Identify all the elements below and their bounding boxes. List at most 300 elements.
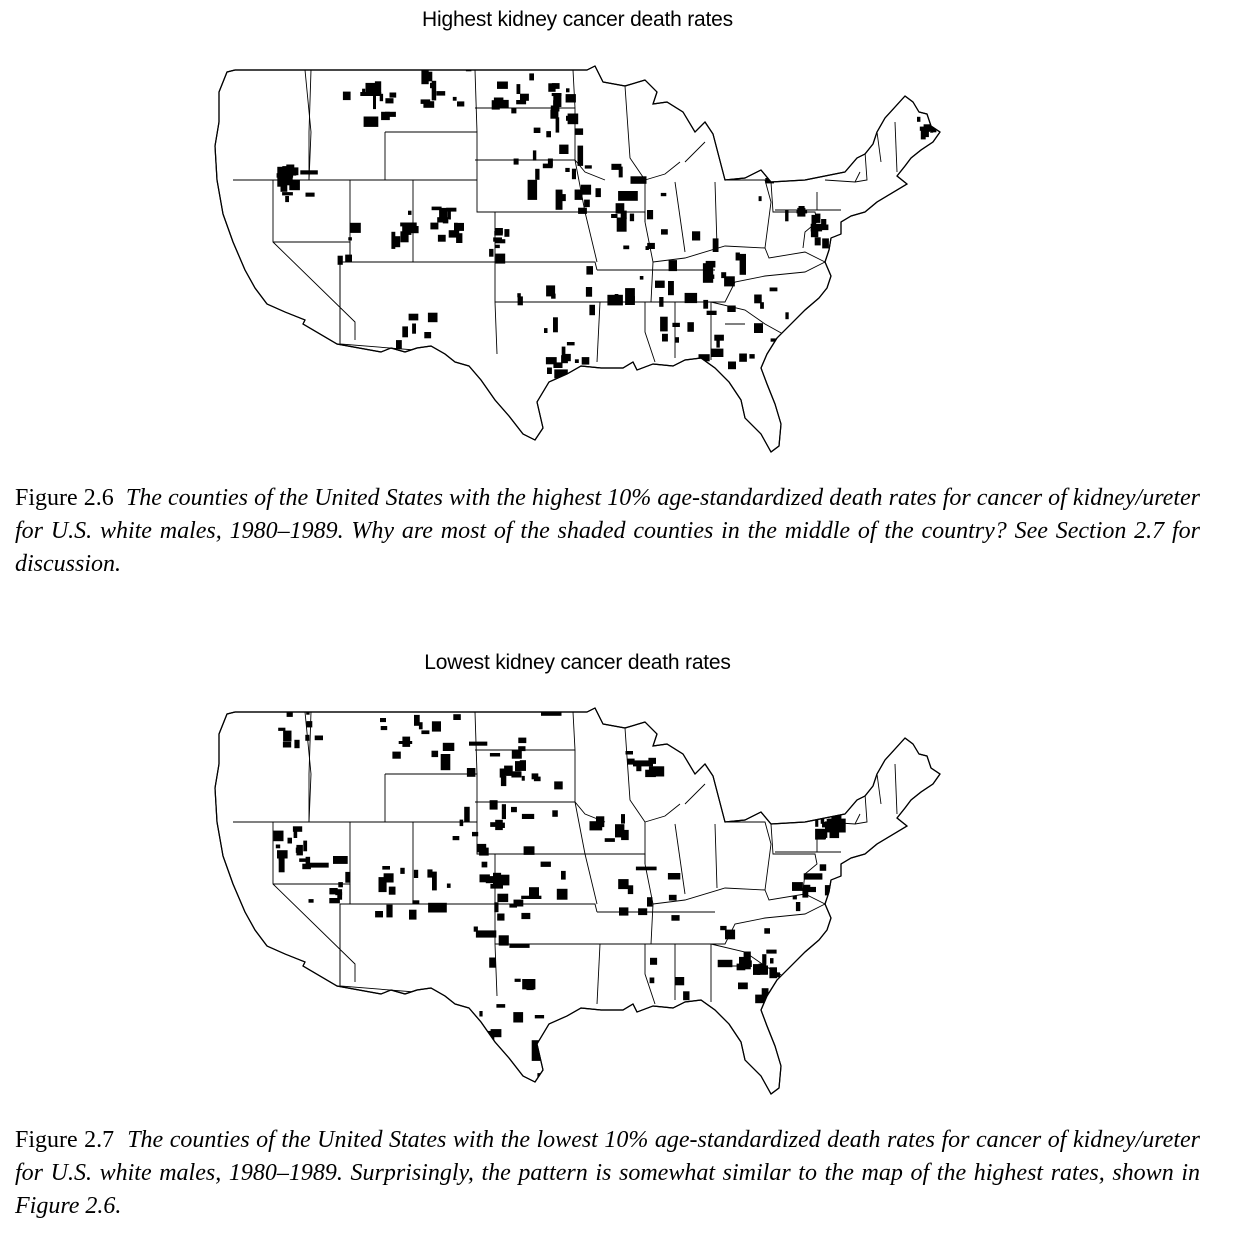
figure-2-7-shaded-county bbox=[455, 1027, 463, 1037]
figure-2-7-shaded-county bbox=[479, 1011, 482, 1017]
figure-2-7-shaded-county bbox=[605, 838, 615, 842]
figure-2-6-shaded-county bbox=[547, 368, 552, 375]
figure-2-6-shaded-county bbox=[854, 134, 862, 143]
figure-2-6-shaded-county bbox=[687, 322, 694, 332]
figure-2-7-shaded-county bbox=[541, 862, 551, 867]
figure-2-7-shaded-county bbox=[303, 841, 307, 852]
figure-2-6-shaded-county bbox=[662, 334, 668, 342]
figure-2-6-shaded-county bbox=[556, 117, 560, 132]
figure-2-7-shaded-county bbox=[362, 704, 368, 711]
figure-2-7-shaded-county bbox=[294, 740, 299, 748]
figure-2-6-shaded-county bbox=[447, 209, 451, 220]
figure-2-6-shaded-county bbox=[343, 92, 351, 101]
figure-2-7-shaded-county bbox=[552, 1051, 559, 1057]
figure-2-7-shaded-county bbox=[757, 793, 768, 797]
figure-2-7-shaded-county bbox=[432, 721, 441, 731]
figure-2-6-shaded-county bbox=[739, 354, 747, 362]
figure-2-7-shaded-county bbox=[529, 887, 539, 897]
figure-2-6-shaded-county bbox=[368, 62, 387, 70]
figure-2-7-shaded-county bbox=[309, 899, 314, 903]
figure-2-7-shaded-county bbox=[500, 769, 505, 778]
figure-2-7-shaded-county bbox=[429, 1026, 440, 1037]
figure-2-6-shaded-county bbox=[566, 116, 573, 121]
figure-2-7-shaded-county bbox=[380, 718, 386, 722]
figure-2-6-shaded-county bbox=[618, 220, 624, 225]
figure-2-6-shaded-county bbox=[566, 88, 570, 92]
figure-2-6-shaded-county bbox=[489, 249, 493, 257]
figure-2-7-shaded-county bbox=[668, 873, 680, 880]
figure-2-6-shaded-county bbox=[661, 193, 667, 196]
figure-2-6-shaded-county bbox=[619, 167, 623, 178]
figure-2-6-shaded-county bbox=[391, 232, 395, 249]
figure-2-6-shaded-county bbox=[457, 101, 464, 106]
figure-2-6-shaded-county bbox=[713, 238, 719, 252]
figure-2-6-shaded-county bbox=[852, 133, 857, 138]
figure-2-7-shaded-county bbox=[634, 762, 645, 766]
figure-2-6-caption-text: The counties of the United States with the highest 10% age-standardized death rates for cancer of kidney/ureter for U.S. white males, 1980–1989. Why are most of the shaded counties in the middle of the country? See Section 2.7 for discussion. bbox=[15, 485, 1200, 577]
figure-2-6-shaded-county bbox=[721, 272, 726, 278]
figure-2-6-map-title: Highest kidney cancer death rates bbox=[422, 8, 733, 31]
figure-2-7-shaded-county bbox=[636, 766, 641, 771]
figure-2-7-shaded-county bbox=[755, 776, 758, 784]
figure-2-6-shaded-county bbox=[553, 317, 558, 332]
figure-2-7-shaded-county bbox=[645, 770, 656, 777]
figure-2-7-shaded-county bbox=[753, 964, 760, 975]
figure-2-6-shaded-county bbox=[561, 355, 568, 363]
figure-2-7-shaded-county bbox=[510, 704, 514, 710]
figure-2-6-shaded-county bbox=[306, 193, 315, 197]
figure-2-7-shaded-county bbox=[753, 785, 761, 792]
figure-2-7-shaded-county bbox=[497, 894, 508, 902]
figure-2-6-shaded-county bbox=[625, 288, 635, 305]
figure-2-7-shaded-county bbox=[752, 797, 756, 801]
figure-2-6-shaded-county bbox=[582, 357, 590, 365]
figure-2-7-shaded-county bbox=[563, 1063, 570, 1070]
figure-2-7-shaded-county bbox=[770, 958, 774, 963]
figure-2-6-shaded-county bbox=[385, 112, 396, 117]
figure-2-7-shaded-county bbox=[650, 978, 655, 984]
figure-2-7-shaded-county bbox=[522, 776, 525, 781]
figure-2-7-shaded-county bbox=[671, 915, 679, 921]
figure-2-6-shaded-county bbox=[759, 196, 762, 201]
figure-2-7-shaded-county bbox=[414, 870, 418, 878]
figure-2-7-shaded-county bbox=[762, 954, 766, 964]
figure-2-6-shaded-county bbox=[289, 180, 300, 190]
figure-2-7-shaded-county bbox=[427, 869, 432, 877]
figure-2-7-shaded-county bbox=[464, 807, 470, 822]
figure-2-6-shaded-county bbox=[818, 225, 829, 231]
figure-2-6-shaded-county bbox=[409, 314, 419, 321]
figure-2-7-shaded-county bbox=[627, 759, 635, 765]
figure-2-7-shaded-county bbox=[288, 838, 293, 844]
figure-2-7-shaded-county bbox=[720, 926, 726, 930]
figure-2-6-shaded-county bbox=[672, 323, 680, 327]
figure-2-6-shaded-county bbox=[711, 349, 723, 357]
figure-2-6-shaded-county bbox=[528, 180, 538, 200]
figure-2-7-shaded-county bbox=[669, 895, 677, 901]
figure-2-7-shaded-county bbox=[443, 743, 455, 751]
figure-2-7-shaded-county bbox=[552, 810, 558, 817]
figure-2-6-shaded-county bbox=[552, 83, 560, 89]
figure-2-6-shaded-county bbox=[575, 359, 579, 363]
figure-2-6-shaded-county bbox=[560, 194, 566, 201]
figure-2-7-shaded-county bbox=[419, 722, 423, 729]
figure-2-7-shaded-county bbox=[535, 1015, 544, 1018]
figure-2-6-shaded-county bbox=[575, 369, 580, 377]
figure-2-6-shaded-county bbox=[668, 281, 674, 295]
figure-2-6-shaded-county bbox=[647, 210, 653, 219]
figure-2-7-shaded-county bbox=[509, 904, 517, 907]
figure-2-7-shaded-county bbox=[502, 804, 506, 819]
figure-2-6-shaded-county bbox=[424, 332, 431, 338]
figure-2-6-shaded-county bbox=[350, 223, 361, 233]
figure-2-6-shaded-county bbox=[754, 323, 763, 333]
figure-2-6-shaded-county bbox=[421, 99, 431, 104]
figure-2-7-shaded-county bbox=[543, 1050, 550, 1058]
figure-2-6-shaded-county bbox=[517, 84, 521, 94]
figure-2-6-shaded-county bbox=[550, 110, 558, 119]
figure-2-7-shaded-county bbox=[486, 876, 495, 883]
figure-2-6-shaded-county bbox=[516, 100, 526, 104]
figure-2-7-shaded-county bbox=[512, 750, 522, 759]
figure-2-6-shaded-county bbox=[660, 317, 668, 332]
figure-2-7-shaded-county bbox=[522, 979, 535, 989]
figure-2-7-shaded-county bbox=[511, 771, 521, 777]
figure-2-6-shaded-county bbox=[351, 62, 359, 64]
figure-2-6-shaded-county bbox=[740, 254, 746, 275]
figure-2-6-shaded-county bbox=[543, 164, 553, 169]
figure-2-7-shaded-county bbox=[441, 754, 451, 770]
figure-2-7-shaded-county bbox=[549, 1034, 554, 1040]
figure-2-6-shaded-county bbox=[770, 288, 778, 292]
figure-2-7-shaded-county bbox=[337, 892, 342, 900]
figure-2-7-shaded-county bbox=[553, 1067, 562, 1072]
figure-2-7-shaded-county bbox=[766, 783, 773, 794]
figure-2-7-shaded-county bbox=[467, 768, 476, 777]
figure-2-7-shaded-county bbox=[278, 728, 285, 731]
figure-2-6-shaded-county bbox=[430, 223, 438, 230]
figure-2-6-shaded-county bbox=[428, 313, 438, 323]
figure-2-6-shaded-county bbox=[441, 62, 445, 64]
figure-2-7-shaded-county bbox=[787, 986, 792, 994]
figure-2-6-shaded-county bbox=[495, 245, 500, 248]
figure-2-6-shaded-county bbox=[785, 312, 788, 319]
figure-2-7-shaded-county bbox=[675, 977, 684, 985]
figure-2-7-shaded-county bbox=[315, 736, 323, 741]
figure-2-7-country-outline bbox=[215, 708, 940, 1094]
figure-2-7-shaded-county bbox=[386, 905, 392, 918]
figure-2-6-shaded-county bbox=[430, 83, 434, 88]
figure-2-7-shaded-county bbox=[788, 982, 804, 990]
figure-2-6-shaded-county bbox=[443, 220, 449, 223]
figure-2-6-shaded-county bbox=[584, 200, 590, 208]
figure-2-6-shaded-county bbox=[553, 95, 561, 107]
figure-2-6-shaded-county bbox=[706, 261, 716, 268]
figure-2-6-shaded-county bbox=[546, 131, 551, 137]
figure-2-7-shaded-county bbox=[414, 715, 420, 726]
figure-2-7-shaded-county bbox=[439, 1016, 446, 1022]
figure-2-6-shaded-county bbox=[412, 324, 416, 334]
figure-2-6-shaded-county bbox=[432, 207, 442, 211]
figure-2-6-shaded-county bbox=[511, 108, 516, 114]
figure-2-6-shaded-county bbox=[423, 62, 427, 67]
figure-2-7-shaded-county bbox=[520, 760, 526, 771]
figure-2-7-shaded-county bbox=[522, 814, 534, 819]
figure-2-7-shaded-county bbox=[621, 814, 625, 824]
figure-2-7-shaded-county bbox=[296, 848, 299, 853]
figure-2-7-shaded-county bbox=[418, 704, 428, 710]
figure-2-6-shaded-county bbox=[346, 62, 357, 65]
figure-2-7-shaded-county bbox=[307, 721, 313, 727]
figure-2-6-shaded-county bbox=[504, 229, 509, 237]
figure-2-6-shaded-county bbox=[640, 276, 644, 280]
figure-2-7-shaded-county bbox=[375, 911, 383, 917]
figure-2-6-shaded-county bbox=[581, 185, 591, 195]
figure-2-6-shaded-county bbox=[865, 138, 869, 146]
figure-2-6-caption bbox=[15, 482, 1200, 581]
figure-2-7-shaded-county bbox=[490, 884, 503, 889]
figure-2-7-shaded-county bbox=[276, 845, 280, 849]
figure-2-6-shaded-county bbox=[917, 117, 920, 122]
figure-2-6-shaded-county bbox=[396, 340, 402, 349]
figure-2-7-shaded-county bbox=[400, 868, 404, 874]
figure-2-6-shaded-county bbox=[421, 64, 428, 84]
figure-2-6-shaded-county bbox=[675, 337, 679, 343]
figure-2-6-shaded-county bbox=[364, 117, 379, 127]
figure-2-7-shaded-county bbox=[421, 730, 429, 734]
figure-2-7-caption-text: The counties of the United States with the lowest 10% age-standardized death rates for cancer of kidney/ureter for U.S. white males, 1980–1989. Surprisingly, the pattern is somewhat similar to the map of the highest rates, shown in Figure 2.6. bbox=[15, 1127, 1200, 1219]
figure-2-7-shaded-county bbox=[542, 1070, 552, 1080]
figure-2-7-shaded-county bbox=[557, 889, 568, 900]
figure-2-6-shaded-county bbox=[822, 238, 829, 248]
figure-2-6-shaded-county bbox=[345, 255, 352, 262]
figure-2-7-shaded-county bbox=[751, 781, 754, 786]
figure-2-7-shaded-county bbox=[293, 826, 302, 832]
figure-2-6-shaded-county bbox=[400, 223, 417, 227]
figure-2-6-shaded-county bbox=[669, 260, 677, 271]
figure-2-7-shaded-county bbox=[621, 830, 629, 840]
figure-2-6-shaded-county bbox=[692, 231, 700, 240]
figure-2-7-shaded-county bbox=[618, 879, 628, 889]
figure-2-7-shaded-county bbox=[447, 1009, 458, 1015]
figure-2-6-us-county-map bbox=[205, 62, 950, 457]
figure-2-6-shaded-county bbox=[754, 295, 762, 304]
figure-2-7-shaded-county bbox=[513, 1012, 523, 1022]
figure-2-7-shaded-county bbox=[329, 888, 337, 894]
figure-2-7-shaded-county bbox=[381, 726, 388, 730]
figure-2-7-shaded-county bbox=[804, 873, 823, 879]
figure-2-6-shaded-county bbox=[589, 305, 595, 315]
figure-2-6-shaded-county bbox=[366, 83, 376, 93]
figure-2-7-shaded-county bbox=[283, 742, 291, 748]
figure-2-6-shaded-county bbox=[385, 98, 393, 103]
figure-2-7-shaded-county bbox=[490, 822, 498, 827]
figure-2-6-shaded-county bbox=[611, 214, 617, 218]
figure-2-7-shaded-county bbox=[561, 871, 566, 880]
figure-2-7-shaded-county bbox=[518, 738, 526, 744]
figure-2-7-shaded-county bbox=[386, 704, 392, 705]
figure-2-6-shaded-county bbox=[428, 72, 432, 82]
figure-2-7-shaded-county bbox=[402, 737, 410, 747]
figure-2-6-shaded-county bbox=[454, 223, 464, 231]
figure-2-7-shaded-county bbox=[482, 862, 488, 868]
figure-2-6-shaded-county bbox=[661, 229, 668, 234]
figure-2-6-shaded-county bbox=[749, 354, 754, 359]
figure-2-6-shaded-county bbox=[343, 62, 349, 70]
figure-2-6-shaded-county bbox=[436, 91, 445, 96]
figure-2-7-shaded-county bbox=[554, 781, 563, 789]
figure-2-7-shaded-county bbox=[515, 761, 520, 771]
figure-2-6-shaded-county bbox=[575, 128, 583, 135]
figure-2-7-shaded-county bbox=[683, 991, 689, 1000]
figure-2-7-shaded-county bbox=[382, 866, 390, 870]
figure-2-6-shaded-county bbox=[707, 311, 717, 315]
figure-2-7-shaded-county bbox=[409, 910, 417, 920]
figure-2-6-shaded-county bbox=[534, 128, 541, 133]
figure-2-6-shaded-county bbox=[630, 214, 634, 222]
figure-2-7-us-county-map bbox=[205, 704, 950, 1099]
figure-2-7-shaded-county bbox=[770, 798, 774, 803]
figure-2-7-shaded-county bbox=[497, 914, 504, 921]
figure-2-6-shaded-county bbox=[779, 336, 782, 345]
figure-2-7-shaded-county bbox=[490, 753, 500, 757]
figure-2-7-shaded-county bbox=[389, 887, 396, 895]
figure-2-6-shaded-county bbox=[544, 328, 548, 333]
figure-2-6-shaded-county bbox=[465, 62, 473, 64]
figure-2-7-caption bbox=[15, 1124, 1200, 1223]
figure-2-7-shaded-county bbox=[283, 731, 291, 742]
figure-2-7-shaded-county bbox=[534, 777, 541, 782]
figure-2-6-shaded-county bbox=[362, 89, 365, 95]
figure-2-7-shaded-county bbox=[792, 882, 803, 891]
figure-2-7-shaded-county bbox=[557, 1059, 564, 1069]
figure-2-7-shaded-county bbox=[628, 885, 633, 894]
figure-2-7-shaded-county bbox=[308, 863, 329, 868]
figure-2-6-shaded-county bbox=[585, 165, 592, 168]
figure-2-6-shaded-county bbox=[586, 287, 592, 297]
figure-2-6-shaded-county bbox=[348, 62, 355, 69]
figure-2-7-shaded-county bbox=[384, 873, 394, 882]
figure-2-7-label: Figure 2.7 bbox=[15, 1127, 115, 1153]
figure-2-7-shaded-county bbox=[491, 1029, 502, 1037]
figure-2-7-shaded-county bbox=[467, 1011, 471, 1016]
figure-2-6-shaded-county bbox=[811, 228, 818, 237]
figure-2-6-shaded-county bbox=[282, 192, 293, 195]
figure-2-6-shaded-county bbox=[815, 237, 821, 245]
figure-2-7-shaded-county bbox=[477, 844, 486, 853]
figure-2-6-shaded-county bbox=[703, 300, 708, 309]
figure-2-6-shaded-county bbox=[546, 357, 557, 364]
figure-2-6-shaded-county bbox=[535, 169, 539, 180]
figure-2-7-shaded-county bbox=[306, 857, 311, 865]
figure-2-6-shaded-county bbox=[529, 73, 534, 80]
figure-2-7-shaded-county bbox=[509, 944, 529, 948]
figure-2-6-shaded-county bbox=[533, 150, 536, 160]
figure-2-7-shaded-county bbox=[820, 864, 827, 871]
figure-2-7-shaded-county bbox=[796, 902, 800, 911]
figure-2-6-shaded-county bbox=[728, 362, 736, 370]
figure-2-7-shaded-county bbox=[299, 858, 306, 862]
figure-2-6-shaded-county bbox=[567, 342, 575, 345]
figure-2-7-shaded-county bbox=[619, 907, 628, 915]
figure-2-7-map-title: Lowest kidney cancer death rates bbox=[424, 651, 731, 674]
figure-2-6-shaded-county bbox=[551, 294, 556, 299]
figure-2-7-shaded-county bbox=[763, 776, 767, 781]
figure-2-6-shaded-county bbox=[520, 94, 529, 101]
figure-2-7-shaded-county bbox=[476, 930, 496, 937]
figure-2-6-shaded-county bbox=[578, 146, 584, 166]
figure-2-7-shaded-county bbox=[742, 960, 749, 965]
figure-2-6-shaded-county bbox=[402, 326, 408, 337]
figure-2-7-shaded-county bbox=[338, 882, 343, 887]
figure-2-7-shaded-county bbox=[432, 872, 437, 891]
figure-2-6-shaded-county bbox=[453, 97, 457, 101]
figure-2-6-shaded-county bbox=[559, 145, 568, 154]
figure-2-7-shaded-county bbox=[515, 979, 521, 982]
figure-2-7-shaded-county bbox=[764, 928, 770, 934]
figure-2-6-shaded-county bbox=[596, 188, 601, 197]
figure-2-6-shaded-county bbox=[518, 296, 523, 305]
figure-2-7-shaded-county bbox=[432, 751, 439, 757]
figure-2-7-shaded-county bbox=[279, 856, 284, 860]
figure-2-6-shaded-county bbox=[285, 196, 289, 202]
figure-2-6-shaded-county bbox=[716, 337, 719, 348]
figure-2-7-shaded-county bbox=[460, 820, 464, 827]
figure-2-7-shaded-county bbox=[738, 983, 748, 990]
figure-2-6-shaded-county bbox=[493, 237, 502, 241]
figure-2-6-shaded-county bbox=[408, 211, 412, 215]
figure-2-6-shaded-county bbox=[390, 93, 397, 98]
figure-2-6-shaded-county bbox=[438, 235, 446, 242]
figure-2-7-shaded-county bbox=[453, 714, 461, 720]
figure-2-7-shaded-county bbox=[392, 752, 400, 759]
figure-2-6-shaded-county bbox=[514, 159, 519, 165]
figure-2-6-shaded-county bbox=[277, 167, 286, 187]
figure-2-6-shaded-county bbox=[497, 82, 508, 89]
figure-2-7-shaded-county bbox=[489, 958, 496, 968]
figure-2-6-shaded-county bbox=[288, 165, 294, 174]
figure-2-6-shaded-county bbox=[615, 294, 619, 301]
figure-2-6-shaded-county bbox=[572, 169, 576, 180]
figure-2-7-shaded-county bbox=[333, 856, 348, 864]
figure-2-7-shaded-county bbox=[785, 989, 796, 999]
figure-2-6-shaded-county bbox=[736, 253, 740, 261]
figure-2-6-shaded-county bbox=[631, 176, 647, 184]
figure-2-6-shaded-county bbox=[495, 228, 503, 234]
figure-2-7-shaded-county bbox=[511, 807, 517, 812]
figure-2-6-shaded-county bbox=[925, 126, 930, 132]
figure-2-6-shaded-county bbox=[623, 246, 629, 250]
figure-2-7-shaded-county bbox=[521, 913, 530, 919]
figure-2-6-shaded-county bbox=[646, 246, 649, 250]
figure-2-6-shaded-county bbox=[449, 230, 460, 237]
figure-2-6-shaded-county bbox=[618, 191, 638, 201]
figure-2-6-shaded-county bbox=[586, 266, 593, 275]
figure-2-6-shaded-county bbox=[459, 64, 468, 68]
figure-2-6-shaded-county bbox=[406, 230, 411, 235]
figure-2-7-shaded-county bbox=[650, 958, 657, 965]
figure-2-7-shaded-county bbox=[496, 1004, 505, 1008]
figure-2-7-shaded-county bbox=[469, 742, 487, 746]
figure-2-6-shaded-county bbox=[655, 281, 665, 288]
figure-2-6-shaded-county bbox=[565, 168, 569, 172]
figure-2-7-shaded-county bbox=[274, 831, 284, 842]
figure-2-7-shaded-county bbox=[306, 704, 310, 707]
figure-2-6-label: Figure 2.6 bbox=[15, 485, 114, 511]
figure-2-7-shaded-county bbox=[453, 836, 460, 840]
figure-2-7-shaded-county bbox=[833, 819, 846, 833]
figure-2-7-shaded-county bbox=[766, 950, 776, 954]
